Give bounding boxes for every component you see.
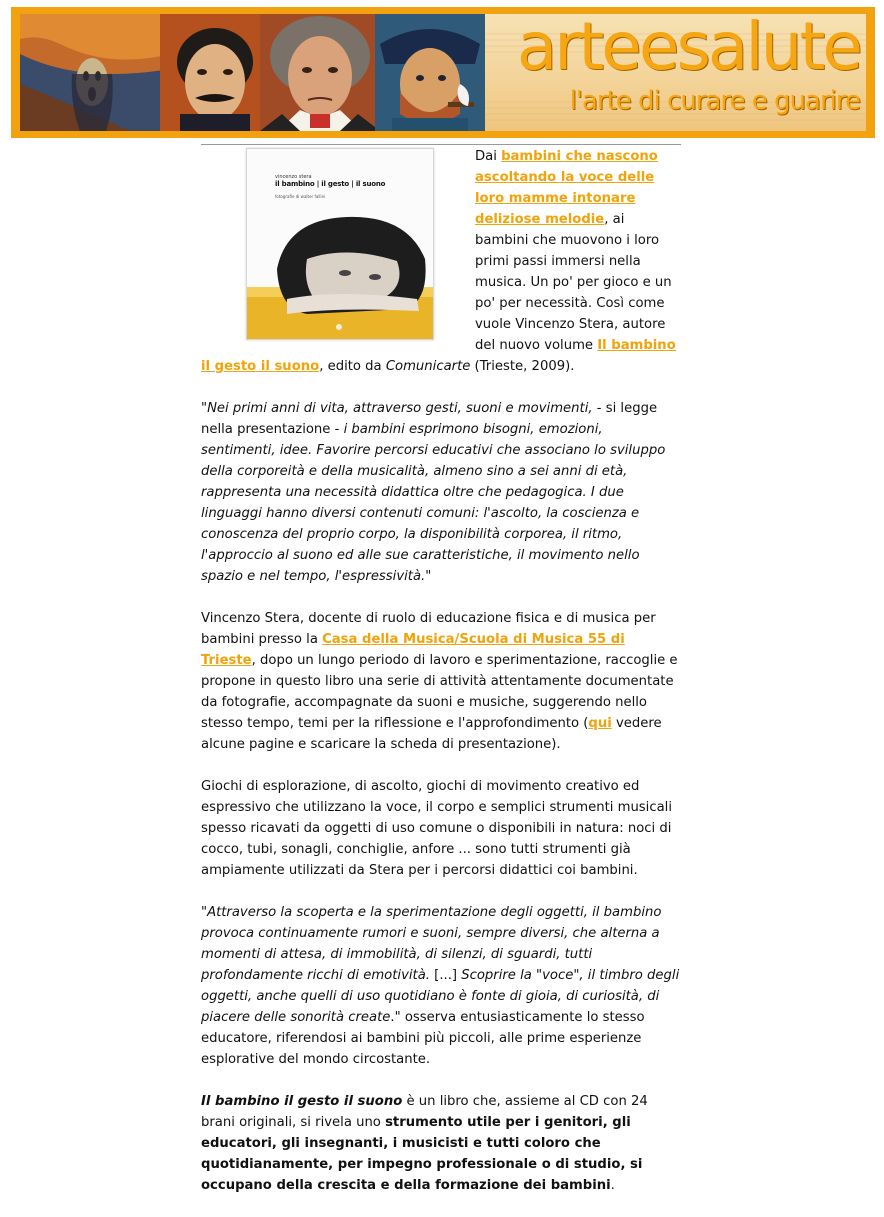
site-tagline: l'arte di curare e guarire bbox=[569, 86, 860, 116]
link-bambini-voce-mamme[interactable]: bambini che nascono ascoltando la voce delle loro mamme intonare deliziose melodie bbox=[475, 149, 658, 227]
paragraph-conclusion: Il bambino il gesto il suono è un libro che, assieme al CD con 24 brani originali, si rivela uno strumento utile per i genitori, gli educatori, gli insegnanti, i musicisti e tutti coloro che quotidianamente, per impegno professionale o di studio, si occupano della crescita e della formazione dei bambini. bbox=[201, 1094, 648, 1193]
cover-author: vincenzo stera bbox=[275, 174, 312, 180]
cover-title: il bambino | il gesto | il suono bbox=[275, 180, 386, 188]
banner-artwork bbox=[20, 14, 866, 131]
paragraph-quote-discovery: "Attraverso la scoperta e la sperimentazione degli oggetti, il bambino provoca continuamente rumori e suoni, sempre diversi, che alterna a momenti di attesa, di immobilità, di silenzi, di sguardi, tutti profondamente ricchi di emotività. [...] Scoprire la "voce", il timbro degli oggetti, anche quelli di uso quotidiano è fonte di gioia, di curiosità, di piacere delle sonorità create." osserva entusiasticamente lo stesso educatore, riferendosi ai bambini più piccoli, alle prime esperienze esplorative del mondo circostante. bbox=[201, 905, 680, 1067]
article-body bbox=[201, 146, 681, 1217]
link-casa-della-musica[interactable]: Casa della Musica/Scuola di Musica 55 di Trieste bbox=[201, 632, 625, 668]
link-qui[interactable]: qui bbox=[588, 716, 612, 731]
paragraph-games: Giochi di esplorazione, di ascolto, giochi di movimento creativo ed espressivo che utilizzano la voce, il corpo e semplici strumenti musicali spesso ricavati da oggetti di uso comune o disponibili in natura: noci di cocco, tubi, sonagli, conchiglie, anfore ... sono tutti strumenti già ampiamente utilizzati da Stera per i percorsi didattici coi bambini. bbox=[201, 779, 673, 878]
header-banner bbox=[11, 7, 875, 138]
book-title-emphasis: Il bambino il gesto il suono bbox=[201, 1094, 403, 1109]
publisher-name: Comunicarte bbox=[385, 359, 471, 374]
cover-photo-credit: fotografie di walter fallini bbox=[275, 194, 326, 199]
paragraph-intro: Dai bambini che nascono ascoltando la voce delle loro mamme intonare deliziose melodie, ai bambini che muovono i loro primi passi immersi nella musica. Un po' per gioco e un po' per necessità. Così come vuole Vincenzo Stera, autore del nuovo volume Il bambino il gesto il suono, edito da Comunicarte (Trieste, 2009). bbox=[201, 149, 676, 374]
header-divider bbox=[201, 144, 681, 145]
paragraph-author-bio: Vincenzo Stera, docente di ruolo di educazione fisica e di musica per bambini presso la Casa della Musica/Scuola di Musica 55 di Trieste, dopo un lungo periodo di lavoro e sperimentazione, raccoglie e propone in questo libro una serie di attività attentamente documentate da fotografie, accompagnate da suoni e musiche, suggerendo nello stesso tempo, temi per la riflessione e l'approfondimento (qui vedere alcune pagine e scaricare la scheda di presentazione). bbox=[201, 611, 678, 752]
paragraph-quote-presentation: "Nei primi anni di vita, attraverso gesti, suoni e movimenti, - si legge nella presentazione - i bambini esprimono bisogni, emozioni, sentimenti, idee. Favorire percorsi educativi che associano lo sviluppo della corporeità e della musicalità, almeno sino a sei anni di età, rappresenta una necessità didattica oltre che pedagogica. I due linguaggi hanno diversi contenuti comuni: l'ascolto, la coscienza e conoscenza del proprio corpo, la disponibilità corporea, il ritmo, l'approccio al suono ed alle sue caratteristiche, il movimento nello spazio e nel tempo, l'espressività." bbox=[201, 401, 666, 584]
link-book-title[interactable]: Il bambino il gesto il suono bbox=[201, 338, 676, 374]
book-cover-image bbox=[246, 148, 434, 340]
site-logo[interactable]: arteesalute bbox=[516, 14, 860, 85]
